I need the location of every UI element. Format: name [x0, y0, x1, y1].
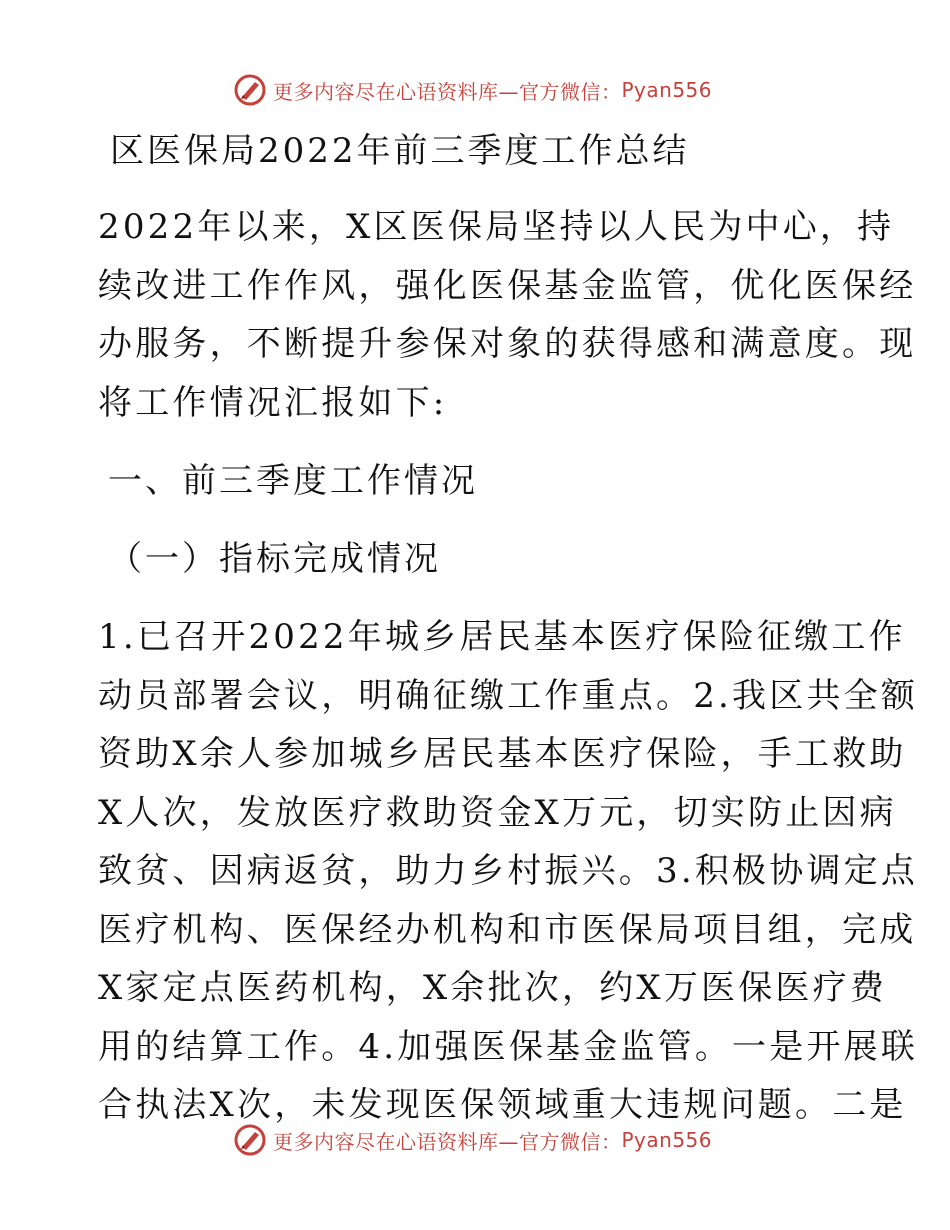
body-line: 合执法X次，未发现医保领域重大违规问题。二是 [98, 1085, 907, 1125]
watermark-banner-bottom [233, 1122, 712, 1158]
section-heading: 一、前三季度工作情况 [108, 461, 478, 501]
pen-logo-icon [233, 73, 267, 107]
body-line: 动员部署会议，明确征缴工作重点。2.我区共全额 [98, 675, 919, 716]
body-line: 1.已召开2022年城乡居民基本医疗保险征缴工作 [98, 617, 906, 657]
watermark-text: 更多内容尽在心语资料库—官方微信： [273, 1129, 622, 1154]
body-line: 资助X余人参加城乡居民基本医疗保险，手工救助 [98, 734, 907, 774]
pen-logo-icon [233, 1123, 267, 1157]
body-line: 医疗机构、医保经办机构和市医保局项目组，完成 [98, 909, 917, 950]
body-line: X家定点医药机构，X余批次，约X万医保医疗费 [98, 968, 888, 1008]
document-body [98, 122, 919, 1135]
intro-line: 将工作情况汇报如下: [98, 382, 448, 423]
body-line: 致贫、因病返贫，助力乡村振兴。3.积极协调定点 [98, 851, 919, 891]
intro-line: 2022年以来，X区医保局坚持以人民为中心，持 [98, 207, 895, 247]
watermark-text: 更多内容尽在心语资料库—官方微信： [273, 79, 622, 104]
intro-paragraph [98, 198, 917, 432]
document-title: 区医保局2022年前三季度工作总结 [110, 131, 690, 171]
subsection-heading: （一）指标完成情况 [108, 539, 441, 579]
body-paragraph [98, 608, 919, 1135]
body-line: 用的结算工作。4.加强医保基金监管。一是开展联 [98, 1026, 919, 1067]
watermark-wechat-id: Pyan556 [621, 1128, 713, 1152]
intro-line: 办服务，不断提升参保对象的获得感和满意度。现 [98, 324, 917, 364]
watermark-wechat-id: Pyan556 [621, 78, 713, 102]
intro-line: 续改进工作作风，强化医保基金监管，优化医保经 [98, 265, 917, 306]
watermark-banner-top [233, 72, 712, 108]
body-line: X人次，发放医疗救助资金X万元，切实防止因病 [98, 792, 897, 833]
